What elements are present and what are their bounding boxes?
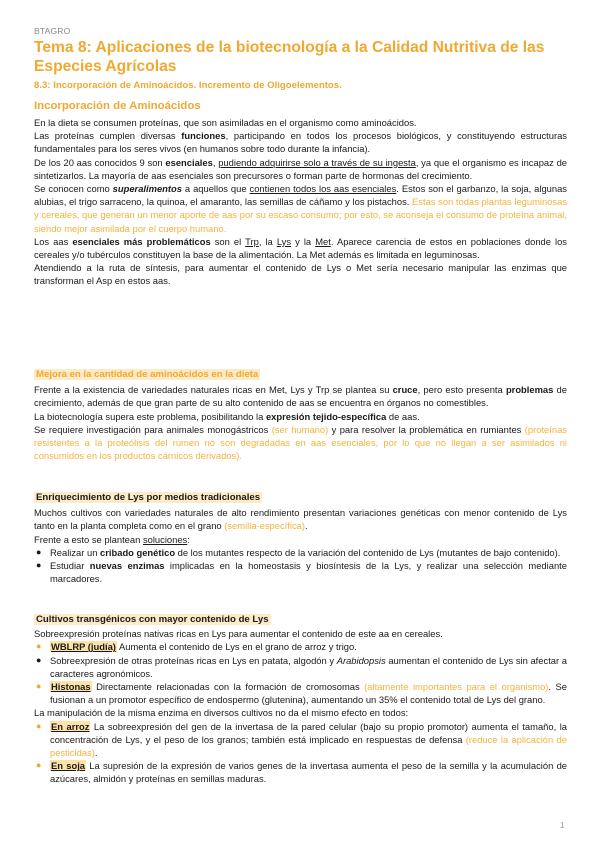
section-transgenicos — [34, 612, 567, 786]
list-item: ● WBLRP (judía) Aumenta el contenido de Lys en el grano de arroz y trigo. — [34, 640, 567, 653]
paragraph: Sobreexpresión proteínas nativas ricas en Lys para aumentar el contenido de este aa en cereales. — [34, 628, 443, 640]
section-tradicionales — [34, 490, 567, 585]
list-item: ● Realizar un cribado genético de los mutantes respecto de la variación del contenido de Lys (mutantes de bajo contenido). — [34, 546, 567, 559]
paragraph: En la dieta se consumen proteínas, que son asimiladas en el organismo como aminoácidos. — [34, 117, 417, 128]
section-heading-mejora: Mejora en la cantidad de aminoácidos en la dieta — [36, 369, 259, 380]
list-item: ● En arroz La sobreexpresión del gen de la invertasa de la pared celular (bajo su propio promotor) aumenta el tamaño, la concentración de Lys, y el peso de los granos; también está implicado en respuestas de defensa (reduce la aplicación de pesticidas). — [34, 720, 567, 760]
section-heading-tradicionales: Enriquecimiento de Lys por medios tradicionales — [36, 492, 261, 503]
paragraph: De los 20 aas conocidos 9 son esenciales, pudiendo adquirirse solo a través de su ingesta, ya que el organismo es incapaz de sintetizarlos. La mayoría de aas esenciales son precursores o forman parte de hormonas del crecimiento. — [34, 156, 568, 181]
paragraph: Frente a esto se plantean soluciones: — [34, 533, 190, 545]
course-code: BTAGRO — [34, 26, 71, 36]
paragraph: Frente a la existencia de variedades naturales ricas en Met, Lys y Trp se plantea su cruce, pero esto presenta problemas de crecimiento, además de que gran parte de su alto contenido de aas se encuentra en órganos no comestibles. — [34, 384, 567, 409]
section-body-incorporacion — [34, 116, 567, 288]
page-title: Tema 8: Aplicaciones de la biotecnología a la Calidad Nutritiva de las Especies Agrícolas — [34, 39, 545, 75]
list-item: ● Histonas Directamente relacionadas con la formación de cromosomas (altamente importantes para el organismo). Se fusionan a un promotor específico de endospermo (glutenina), aumentando un 35% el contenido total de Lys del grano. — [34, 680, 567, 706]
paragraph: Muchos cultivos con variedades naturales de alto rendimiento presentan variaciones genéticas con menor contenido de Lys tanto en la planta completa como en el grano (semilla-específica). — [34, 507, 567, 532]
list-item: ● En soja La supresión de la expresión de varios genes de la invertasa aumenta el peso de la semilla y la acumulación de azúcares, almidón y proteínas en semillas maduras. — [34, 759, 567, 785]
section-heading-incorporacion: Incorporación de Aminoácidos — [34, 100, 201, 112]
section-mejora — [34, 367, 567, 462]
paragraph: Los aas esenciales más problemáticos son el Trp, la Lys y la Met. Aparece carencia de estos en poblaciones donde los cereales y/o tubérculos constituyen la base de la alimentación. La Met además es limitada en leguminosas. — [34, 235, 567, 261]
paragraph: Atendiendo a la ruta de síntesis, para aumentar el contenido de Lys o Met sería necesario manipular las enzimas que transforman el Asp en estos aas. — [34, 262, 567, 287]
page-subtitle: 8.3: Incorporación de Aminoácidos. Incremento de Oligoelementos. — [34, 80, 342, 91]
list-item: ● Sobreexpresión de otras proteínas ricas en Lys en patata, algodón y Arabidopsis aumentan el contenido de Lys sin afectar a caracteres agronómicos. — [34, 654, 567, 680]
list-item: ● Estudiar nuevas enzimas implicadas en la homeostasis y biosíntesis de la Lys, y realizar una selección mediante marcadores. — [34, 559, 567, 585]
paragraph: Se conocen como superalimentos a aquellos que contienen todos los aas esenciales. Estos son el garbanzo, la soja, algunas alubias, el trigo sarraceno, la quinoa, el amaranto, las semillas de cáñamo y los pistachos. Estas son todas plantas leguminosas y cereales, que generan un menor aporte de aas por su escaso consumo; por esto, se aconseja el consumo de proteína animal, siendo mejor asimilada por el cuerpo humano. — [34, 183, 568, 234]
paragraph: Se requiere investigación para animales monogástricos (ser humano) y para resolver la problemática en rumiantes (proteínas resistentes a la proteólisis del rumen no son degradadas en aas esenciales, por lo que no llegan a ser asimilados ni consumidos en los productos cárnicos derivados). — [34, 423, 567, 462]
paragraph: Las proteínas cumplen diversas funciones, participando en todos los procesos biológicos, y constituyendo estructuras fundamentales para los seres vivos (en humanos sobre todo durante la infancia). — [34, 130, 567, 155]
paragraph: La biotecnología supera este problema, posibilitando la expresión tejido-específica de aas. — [34, 410, 420, 422]
page-number: 1 — [560, 820, 565, 830]
section-heading-transgenicos: Cultivos transgénicos con mayor contenido de Lys — [36, 614, 269, 625]
paragraph: La manipulación de la misma enzima en diversos cultivos no da el mismo efecto en todos: — [34, 707, 409, 719]
